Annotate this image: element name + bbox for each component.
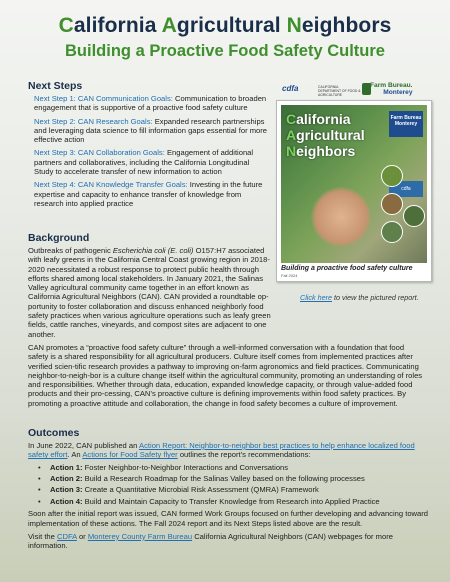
cover-title-rest: gricultural	[296, 127, 365, 143]
next-steps-section	[28, 80, 268, 212]
outcomes-section	[28, 427, 428, 550]
cover-title-cap: C	[286, 111, 297, 127]
outcomes-text: or	[76, 531, 88, 541]
next-step-item	[34, 117, 268, 145]
cover-title-cap: N	[286, 143, 297, 159]
title-cap: A	[161, 14, 177, 37]
action-text: Build a Research Roadmap for the Salinas Valley based on the following processes	[82, 474, 365, 483]
action-report-link[interactable]: Action Report: Neighbor-to-neighbor best practices to help enhance localized food safety effort	[28, 441, 415, 460]
action-label: Action 2:	[50, 474, 83, 483]
next-steps-heading: Next Steps	[28, 80, 83, 92]
actions-list	[38, 462, 428, 508]
cdfa-link[interactable]: CDFA	[57, 531, 77, 541]
background-paragraph-1	[28, 246, 274, 339]
cdfa-logo-subtitle: CALIFORNIA DEPARTMENT OF FOOD & AGRICULTURE	[318, 85, 361, 97]
outcomes-text: Visit the	[28, 531, 57, 541]
cover-compost-thumbnail	[403, 205, 425, 227]
cover-cattle-thumbnail	[381, 193, 403, 215]
action-text: Foster Neighbor-to-Neighbor Interactions and Conversations	[82, 462, 289, 472]
title-rest: alifornia	[73, 14, 162, 37]
title-rest: eighbors	[301, 14, 392, 37]
cdfa-logo: cdfa	[282, 84, 299, 93]
cover-title-rest: eighbors	[296, 143, 356, 159]
background-paragraph-2: CAN promotes a “proactive food safety culture” through a well-informed conversation with a foundation that food safety is a shared responsibility for all agricultural producers. Culture itself comes from implemented practices after verified scien-tific research provides a pathway to improving on-farm agronomics and field practices. Communicating neighbor-to-neigh-bor is a culture change itself within the agricultural community, promoting an understanding of roles and responsibilities. Whether through data, education, expanded knowledge capacity, or through value-added food products and their pro-cessing, CAN’s proactive culture is defining improvements within food safety practices. By promoting a proactive attitude and collaboration, the change in food safety becomes a culture of improvement.	[28, 343, 423, 408]
title-rest: gricultural	[176, 14, 287, 37]
view-report-text: to view the pictured report.	[331, 293, 419, 302]
cover-farm-bureau-badge: Farm Bureau Monterey	[389, 111, 423, 137]
page-subtitle: Building a Proactive Food Safety Culture	[65, 42, 385, 60]
next-step-text: Engagement of additional partners and collaboratives, including the California Longitudinal Study to accelerate transfer of new information to action	[34, 148, 254, 177]
cover-caption	[281, 265, 429, 278]
next-step-text: Communication to broaden engagement that is supportive of a proactive food safety culture	[34, 94, 267, 113]
cover-photo	[281, 105, 427, 263]
outcomes-visit	[28, 532, 428, 551]
background-heading: Background	[28, 232, 90, 244]
action-item	[38, 462, 428, 473]
cover-vineyard-thumbnail	[381, 221, 403, 243]
action-label: Action 1:	[50, 462, 83, 472]
outcomes-heading: Outcomes	[28, 427, 80, 439]
outcomes-text: . An	[67, 450, 83, 460]
action-item	[38, 473, 428, 484]
cover-cdfa-badge: cdfa	[389, 181, 423, 197]
outcomes-followup: Soon after the initial report was issued, CAN formed Work Groups focused on further developing and advancing toward implementation of these actions. The Fall 2024 report and its Next Steps listed above are the result.	[28, 509, 429, 528]
cover-field-thumbnail	[381, 165, 403, 187]
next-step-lead: Next Step 2: CAN Research Goals:	[34, 116, 153, 126]
cover-title-rest: alifornia	[296, 111, 351, 127]
outcomes-text: In June 2022, CAN published an	[28, 441, 140, 450]
action-item	[38, 484, 428, 495]
report-cover-image[interactable]	[276, 100, 432, 282]
action-label: Action 4:	[50, 496, 83, 506]
cover-title	[286, 111, 366, 159]
farm-bureau-logo-line1: Farm Bureau.	[370, 82, 413, 89]
partner-logos	[282, 84, 442, 98]
cover-title-cap: A	[286, 127, 297, 143]
background-text: Outbreaks of pathogenic	[28, 246, 113, 255]
next-step-item	[34, 148, 268, 176]
action-label: Action 3:	[50, 485, 83, 495]
next-step-item	[34, 94, 268, 113]
title-cap: C	[58, 14, 74, 37]
page-title	[0, 14, 450, 38]
background-text: O157:H7 associated with leafy greens in the California Central Coast growing region in 2018-2020 necessitated a robust response to protect public health through efforts shared among local stakeholders. In January 2021, the Salinas Valley agricultural community came together in an effort known as California Agricultural Neighbors (CAN). CAN provided a roundtable op-portunity to foster collaboration and discuss enhanced neighborly food safety practices when various agriculture operations such as leafy green fields, cattle ranches, vineyards, and compost sites are adjacent to one another.	[28, 246, 271, 339]
cover-caption-text: Building a proactive food safety culture	[281, 265, 413, 272]
title-cap: N	[286, 14, 302, 37]
next-step-text: Expanded research partnerships and leveraging data science to fill information gaps essential for more effective action	[34, 116, 268, 145]
next-step-lead: Next Step 4: CAN Knowledge Transfer Goals:	[34, 180, 188, 190]
action-item	[38, 496, 428, 507]
outcomes-text: outlines the report’s recommendations:	[177, 450, 311, 460]
view-report-note	[300, 293, 440, 302]
cover-hand-graphic	[311, 187, 371, 247]
monterey-farm-bureau-link[interactable]: Monterey County Farm Bureau	[87, 531, 193, 541]
next-step-item	[34, 180, 268, 208]
next-step-lead: Next Step 1: CAN Communication Goals:	[34, 94, 173, 103]
next-step-lead: Next Step 3: CAN Collaboration Goals:	[34, 148, 165, 158]
food-safety-flyer-link[interactable]: Actions for Food Safety flyer	[82, 450, 178, 460]
next-step-text: Investing in the future expertise and capacity to enhance transfer of knowledge from research into applied practice	[34, 180, 263, 208]
action-text: Create a Quantitative Microbial Risk Assessment (QMRA) Framework	[82, 485, 319, 495]
action-text: Build and Maintain Capacity to Transfer Knowledge from Research into Applied Practice	[82, 496, 380, 506]
background-section	[28, 232, 274, 339]
cover-caption-date: Fall 2024	[281, 273, 298, 278]
farm-bureau-logo	[370, 82, 413, 96]
view-report-link[interactable]: Click here	[300, 293, 332, 302]
farm-bureau-logo-line2: Monterey	[383, 89, 413, 96]
outcomes-text: California Agricultural Neighbors (CAN) webpages for more information.	[28, 531, 393, 551]
outcomes-intro	[28, 441, 428, 460]
background-text-italic: Escherichia coli (E. coli)	[112, 246, 194, 255]
